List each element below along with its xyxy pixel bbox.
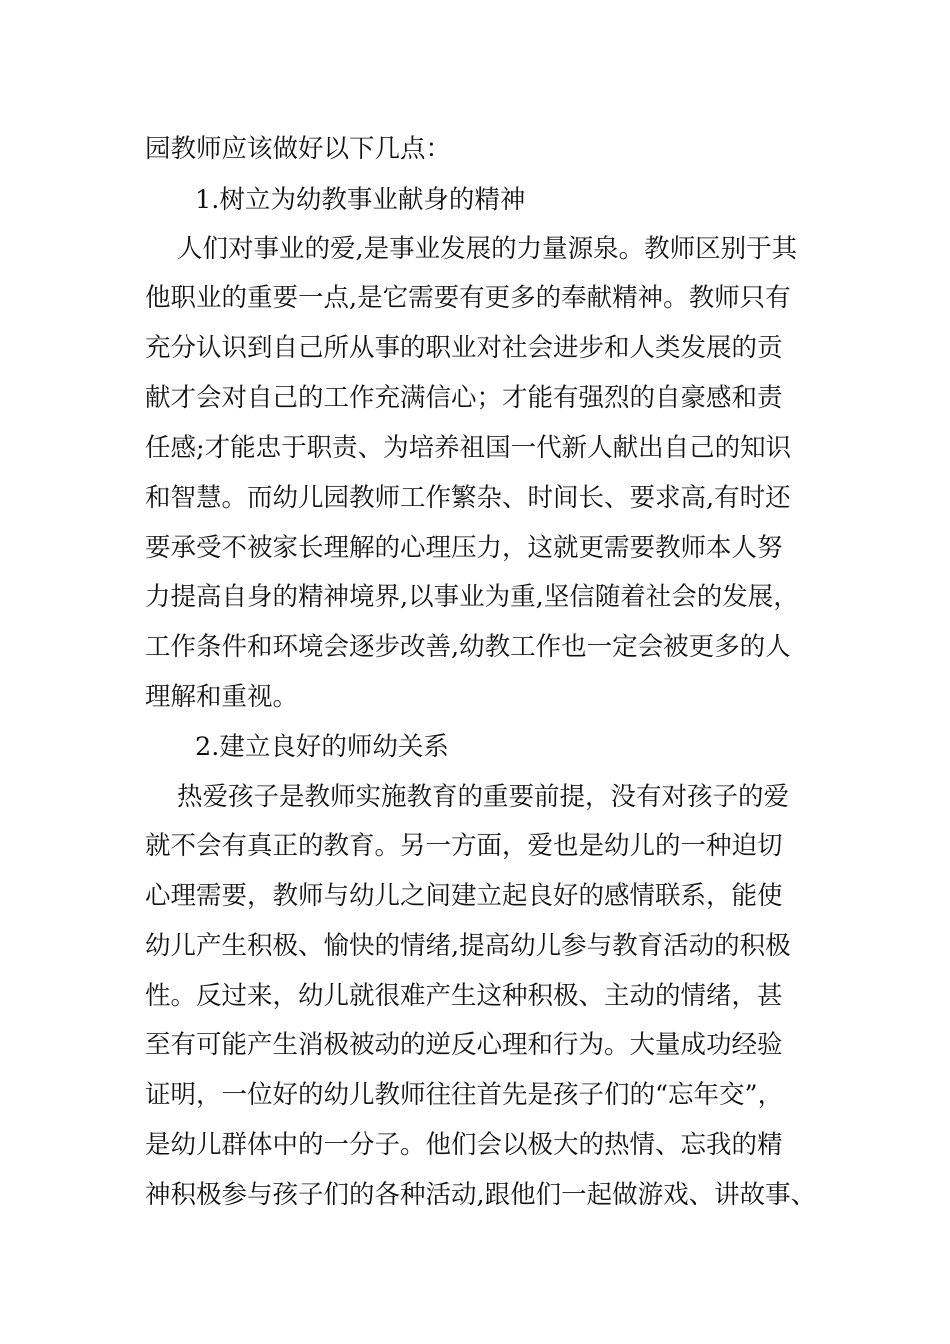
paragraph-line: 要承受不被家长理解的心理压力，这就更需要教师本人努 (145, 533, 783, 563)
paragraph-line: 任感;才能忠于职责、为培养祖国一代新人献出自己的知识 (145, 433, 792, 463)
paragraph-line: 他职业的重要一点,是它需要有更多的奉献精神。教师只有 (145, 283, 791, 313)
paragraph-line: 充分认识到自己所从事的职业对社会进步和人类发展的贡 (145, 333, 783, 363)
paragraph-line: 就不会有真正的教育。另一方面，爱也是幼儿的一种迫切 (145, 831, 783, 861)
paragraph-line: 热爱孩子是教师实施教育的重要前提，没有对孩子的爱 (177, 782, 790, 812)
section-heading-2: 2.建立良好的师幼关系 (195, 732, 449, 762)
paragraph-line: 性。反过来，幼儿就很难产生这种积极、主动的情绪，甚 (145, 981, 783, 1011)
paragraph-line: 和智慧。而幼儿园教师工作繁杂、时间长、要求高,有时还 (145, 483, 791, 513)
paragraph-line: 证明，一位好的幼儿教师往往首先是孩子们的“忘年交”， (145, 1080, 784, 1110)
paragraph-line: 献才会对自己的工作充满信心；才能有强烈的自豪感和责 (145, 383, 783, 413)
paragraph-line: 幼儿产生积极、愉快的情绪,提高幼儿参与教育活动的积极 (145, 931, 791, 961)
paragraph-line: 心理需要，教师与幼儿之间建立起良好的感情联系，能使 (145, 881, 783, 911)
paragraph-line: 理解和重视。 (145, 682, 299, 712)
paragraph-line: 神积极参与孩子们的各种活动,跟他们一起做游戏、讲故事、 (145, 1180, 817, 1210)
paragraph-line: 是幼儿群体中的一分子。他们会以极大的热情、忘我的精 (145, 1130, 783, 1160)
paragraph-line: 至有可能产生消极被动的逆反心理和行为。大量成功经验 (145, 1030, 783, 1060)
paragraph-line: 工作条件和环境会逐步改善,幼教工作也一定会被更多的人 (145, 632, 791, 662)
paragraph-continuation: 园教师应该做好以下几点： (145, 134, 452, 164)
section-heading-1: 1.树立为幼教事业献身的精神 (195, 185, 526, 215)
paragraph-line: 人们对事业的爱,是事业发展的力量源泉。教师区别于其 (177, 234, 798, 264)
paragraph-line: 力提高自身的精神境界,以事业为重,坚信随着社会的发展， (145, 582, 799, 612)
